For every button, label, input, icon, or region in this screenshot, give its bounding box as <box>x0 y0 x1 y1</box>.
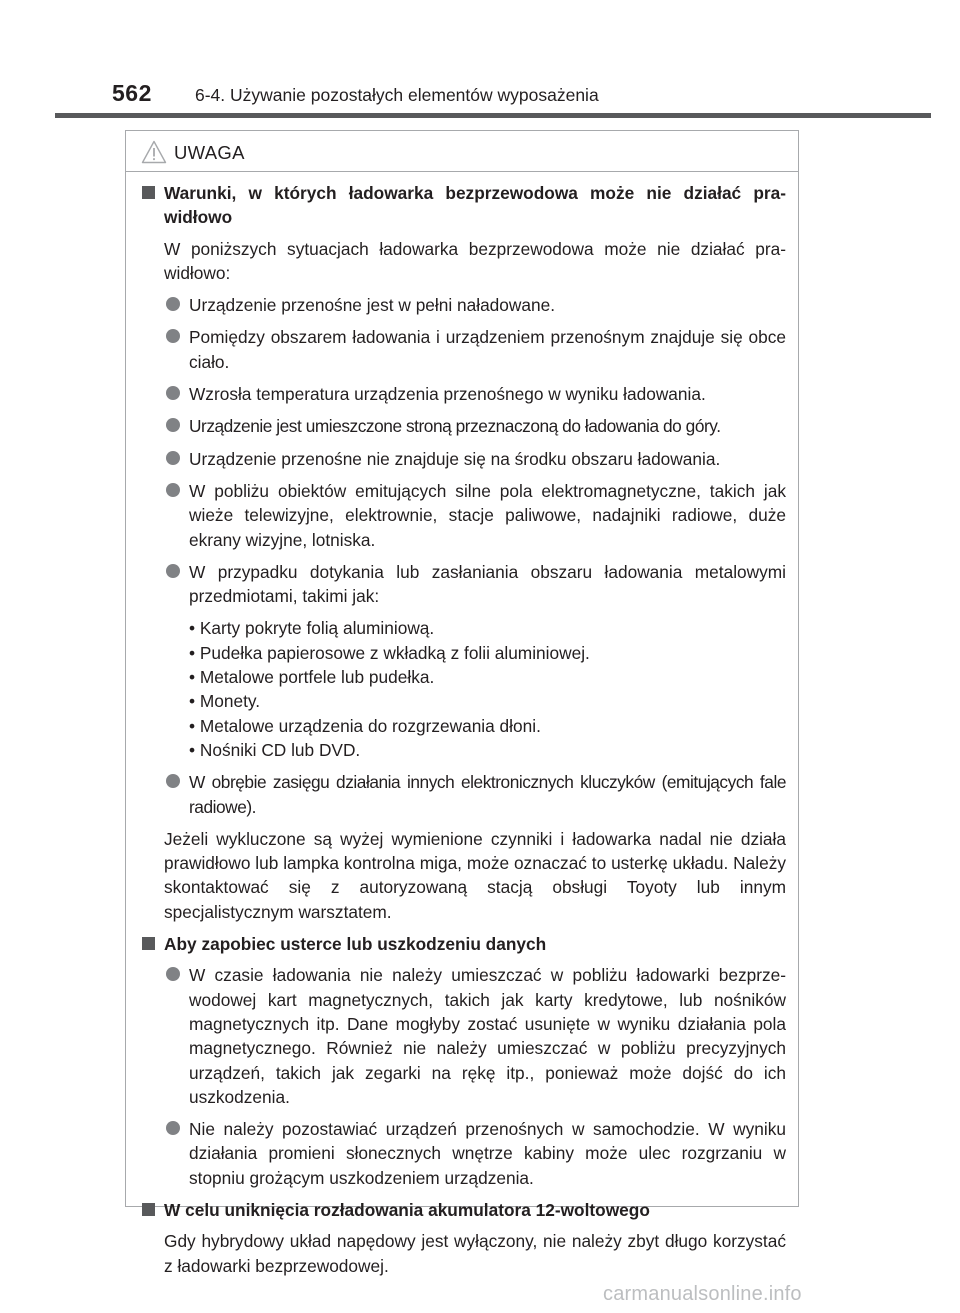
caution-title-divider <box>126 171 798 172</box>
list-item: W pobliżu obiektów emitujących silne pola elektromagnetyczne, takich jak wieże telewizyjne, elektrownie, stacje paliwowe, nadajniki radiowe, duże ekrany wizyjne, lotniska. <box>142 479 786 552</box>
page-number: 562 <box>112 80 152 106</box>
square-bullet-icon <box>142 186 155 199</box>
list-item: Urządzenie przenośne nie znajduje się na środku obszaru ładowania. <box>142 447 786 471</box>
header-divider <box>55 113 931 118</box>
round-bullet-icon <box>166 329 180 343</box>
round-bullet-icon <box>166 451 180 465</box>
watermark: carmanualsonline.info <box>603 1283 802 1305</box>
sub-list-item: • Karty pokryte folią aluminiową. <box>189 618 435 639</box>
section-text: Gdy hybrydowy układ napędowy jest wyłączony, nie należy zbyt długo korzystać z ładowarki bezprzewodowej. <box>164 1231 786 1276</box>
round-bullet-icon <box>166 297 180 311</box>
list-item: Pomiędzy obszarem ładowania i urządzeniem przenośnym znajduje się obce ciało. <box>142 325 786 374</box>
round-bullet-icon <box>166 386 180 400</box>
caution-title: UWAGA <box>174 142 245 163</box>
round-bullet-icon <box>166 967 180 981</box>
caution-box <box>125 130 799 1276</box>
warning-triangle-icon <box>141 140 167 164</box>
sub-list <box>142 616 786 762</box>
section-heading: W celu uniknięcia rozładowania akumulatora 12-woltowego <box>142 1198 786 1222</box>
section-heading: Aby zapobiec usterce lub uszkodzeniu danych <box>142 932 786 956</box>
section-intro: W poniższych sytuacjach ładowarka bezprzewodowa może nie działać prawidłowo: <box>164 238 786 283</box>
round-bullet-icon <box>166 774 180 788</box>
list-item: Urządzenie jest umieszczone stroną przeznaczoną do ładowania do góry. <box>142 414 786 438</box>
caution-content <box>142 181 786 1286</box>
round-bullet-icon <box>166 564 180 578</box>
list-item: Wzrosła temperatura urządzenia przenośnego w wyniku ładowania. <box>142 382 786 406</box>
square-bullet-icon <box>142 1203 155 1216</box>
list-item: Urządzenie przenośne jest w pełni naładowane. <box>142 293 786 317</box>
list-item: W przypadku dotykania lub zasłaniania obszaru ładowania metalowymi przedmiotami, takimi jak: <box>142 560 786 609</box>
sub-list-item: • Monety. <box>189 691 261 712</box>
list-item: Nie należy pozostawiać urządzeń przenośnych w samochodzie. W wyniku działania promieni słonecznych wnętrze kabiny może ulec rozgrzaniu w stopniu grożącym uszkodzeniem urządzenia. <box>142 1117 786 1190</box>
section-heading: Warunki, w których ładowarka bezprzewodowa może nie działać prawidłowo <box>142 181 786 230</box>
sub-list-item: • Nośniki CD lub DVD. <box>189 739 361 760</box>
list-item: W czasie ładowania nie należy umieszczać w pobliżu ładowarki bezprzewodowej kart magnetycznych, takich jak karty kredytowe, lub nośników magnetycznych itp. Dane mogłyby zostać usunięte w wyniku działania pola magnetycznego. Również nie należy umieszczać w pobliżu precyzyjnych urządzeń, takich jak zegarki na rękę itp., ponieważ może dojść do ich uszkodzenia. <box>142 963 786 1109</box>
chapter-title: 6-4. Używanie pozostałych elementów wyposażenia <box>195 85 599 105</box>
round-bullet-icon <box>166 418 180 432</box>
page-header <box>0 0 960 120</box>
sub-list-item: • Pudełka papierosowe z wkładką z folii aluminiowej. <box>189 642 590 663</box>
sub-list-item: • Metalowe urządzenia do rozgrzewania dłoni. <box>189 715 541 736</box>
caution-title-bar <box>126 131 798 171</box>
square-bullet-icon <box>142 937 155 950</box>
section-closing: Jeżeli wykluczone są wyżej wymienione czynniki i ładowarka nadal nie działa prawidłowo lub lampka kontrolna miga, może oznaczać to usterkę układu. Należy skontaktować się z autoryzowaną stacją obsługi Toyoty lub innym specjalistycznym warsztatem. <box>164 828 786 922</box>
round-bullet-icon <box>166 483 180 497</box>
round-bullet-icon <box>166 1121 180 1135</box>
list-item: W obrębie zasięgu działania innych elektronicznych kluczyków (emitujących fale radiowe). <box>142 770 786 819</box>
sub-list-item: • Metalowe portfele lub pudełka. <box>189 667 435 688</box>
